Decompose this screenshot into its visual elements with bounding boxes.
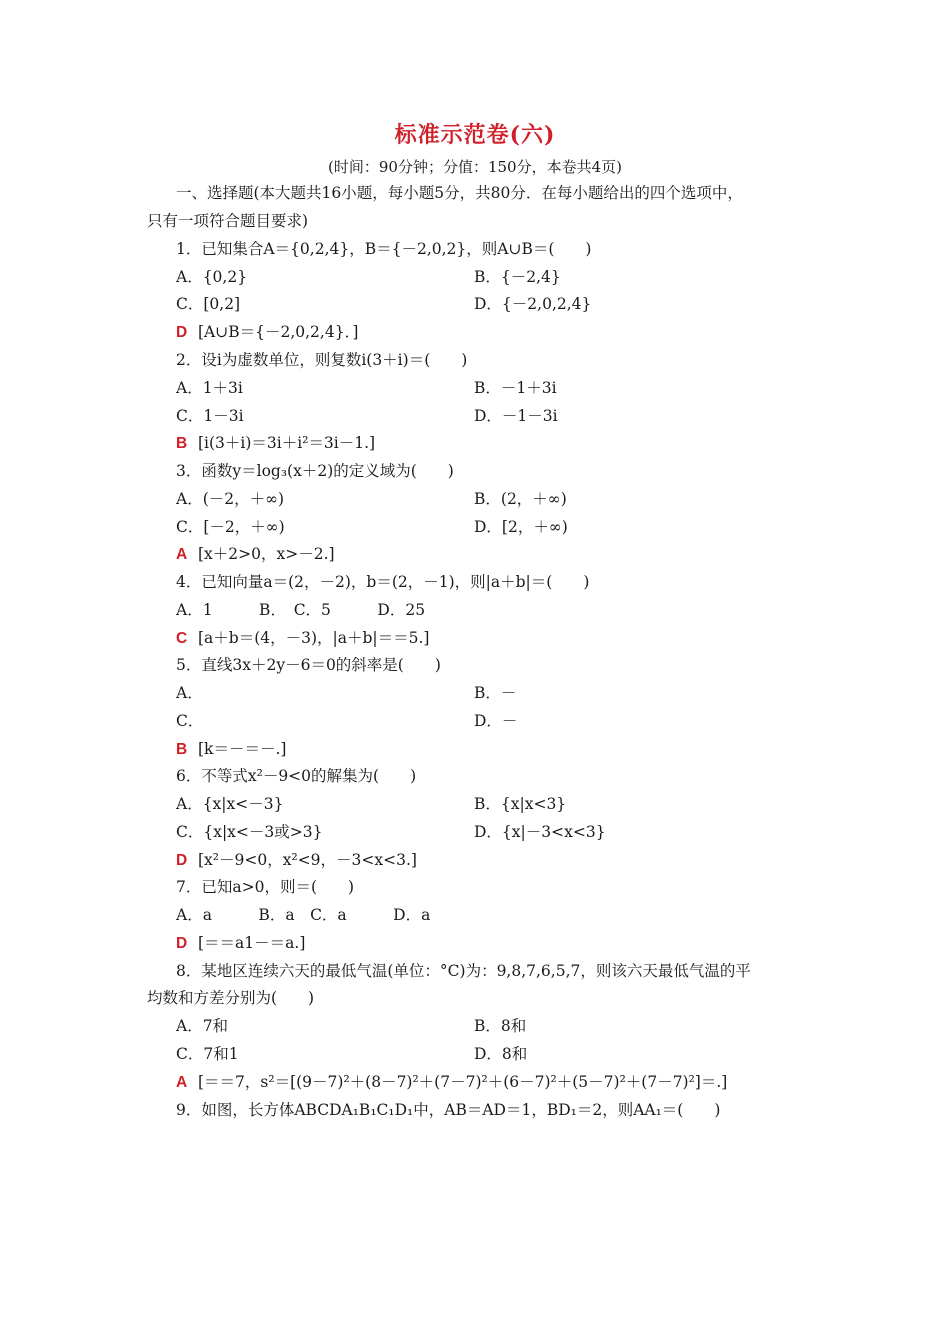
question-6-option-c: C．{x|x<－3或>3} (176, 823, 323, 841)
question-4-options: A．1 B． C．5 D．25 (176, 601, 426, 619)
question-8-option-a: A．7和 (176, 1017, 229, 1035)
exam-info: (时间：90分钟；分值：150分，本卷共4页) (328, 158, 622, 176)
question-7-options: A．a B．a C．a D．a (176, 906, 431, 924)
section-heading: 一、选择题(本大题共16小题，每小题5分，共80分．在每小题给出的四个选项中， (176, 184, 743, 202)
question-7-answer-line (176, 932, 305, 955)
question-5-stem: 5．直线3x＋2y－6＝0的斜率是( ) (176, 656, 441, 674)
question-2-option-c: C．1－3i (176, 407, 244, 425)
question-1-option-d: D．{－2,0,2,4} (474, 295, 592, 313)
question-1-option-b: B．{－2,4} (474, 268, 561, 286)
question-1-option-a: A．{0,2} (176, 268, 248, 286)
question-1-explanation: [A∪B＝{－2,0,2,4}．] (198, 323, 359, 341)
question-8-stem: 8．某地区连续六天的最低气温(单位：°C)为：9,8,7,6,5,7，则该六天最低气温的平 (176, 962, 751, 980)
question-5-answer: B (176, 741, 188, 758)
question-3-stem: 3．函数y＝log₃(x＋2)的定义域为( ) (176, 462, 454, 480)
section-heading-cont: 只有一项符合题目要求) (147, 212, 309, 230)
question-6-option-d: D．{x|－3<x<3} (474, 823, 606, 841)
question-5-option-d: D．－ (474, 712, 518, 730)
question-3-answer: A (176, 546, 188, 563)
question-3-option-c: C．[－2，＋∞) (176, 518, 285, 536)
question-2-answer-line (176, 432, 375, 455)
question-2-explanation: [i(3＋i)＝3i＋i²＝3i－1.] (198, 434, 376, 452)
page-title: 标准示范卷(六) (394, 122, 556, 148)
question-7-answer: D (176, 935, 188, 952)
question-6-stem: 6．不等式x²－9<0的解集为( ) (176, 767, 417, 785)
question-6-explanation: [x²－9<0，x²<9，－3<x<3.] (198, 851, 417, 869)
question-5-answer-line (176, 738, 286, 761)
question-8-option-b: B．8和 (474, 1017, 527, 1035)
question-4-stem: 4．已知向量a＝(2，－2)，b＝(2，－1)，则|a＋b|＝( ) (176, 573, 590, 591)
question-1-answer: D (176, 324, 188, 341)
question-7-explanation: [＝＝a1－＝a.] (198, 934, 306, 952)
question-5-explanation: [k＝－＝－.] (198, 740, 287, 758)
question-6-answer-line (176, 849, 417, 872)
question-8-answer: A (176, 1074, 188, 1091)
question-5-option-a: A． (176, 684, 203, 702)
question-4-explanation: [a＋b＝(4，－3)，|a＋b|＝＝5.] (198, 629, 430, 647)
question-3-answer-line (176, 543, 335, 566)
question-6-option-a: A．{x|x<－3} (176, 795, 284, 813)
question-5-option-b: B．－ (474, 684, 517, 702)
question-3-option-a: A．(－2，＋∞) (176, 490, 285, 508)
question-2-answer: B (176, 435, 188, 452)
question-8-answer-line (176, 1071, 727, 1094)
question-8-stem-cont: 均数和方差分别为( ) (147, 989, 315, 1007)
question-9-stem: 9．如图，长方体ABCDA₁B₁C₁D₁中，AB＝AD＝1，BD₁＝2，则AA₁＝( ) (176, 1101, 721, 1119)
question-8-explanation: [＝＝7，s²＝[(9－7)²＋(8－7)²＋(7－7)²＋(6－7)²＋(5－7)²＋(7－7)²]＝.] (198, 1073, 728, 1091)
question-2-option-d: D．－1－3i (474, 407, 558, 425)
question-2-stem: 2．设i为虚数单位，则复数i(3＋i)＝( ) (176, 351, 468, 369)
question-8-option-c: C．7和1 (176, 1045, 239, 1063)
question-7-stem: 7．已知a>0，则＝( ) (176, 878, 355, 896)
question-4-answer-line (176, 627, 429, 650)
question-1-stem: 1．已知集合A＝{0,2,4}，B＝{－2,0,2}，则A∪B＝( ) (176, 240, 592, 258)
question-6-answer: D (176, 852, 188, 869)
question-4-answer: C (176, 630, 188, 647)
question-6-option-b: B．{x|x<3} (474, 795, 567, 813)
question-5-option-c: C． (176, 712, 204, 730)
question-2-option-b: B．－1＋3i (474, 379, 557, 397)
question-3-option-d: D．[2，＋∞) (474, 518, 568, 536)
question-3-explanation: [x＋2>0，x>－2.] (198, 545, 335, 563)
question-8-option-d: D．8和 (474, 1045, 528, 1063)
question-1-answer-line (176, 321, 358, 344)
question-1-option-c: C．[0,2] (176, 295, 241, 313)
question-2-option-a: A．1＋3i (176, 379, 243, 397)
question-3-option-b: B．(2，＋∞) (474, 490, 567, 508)
